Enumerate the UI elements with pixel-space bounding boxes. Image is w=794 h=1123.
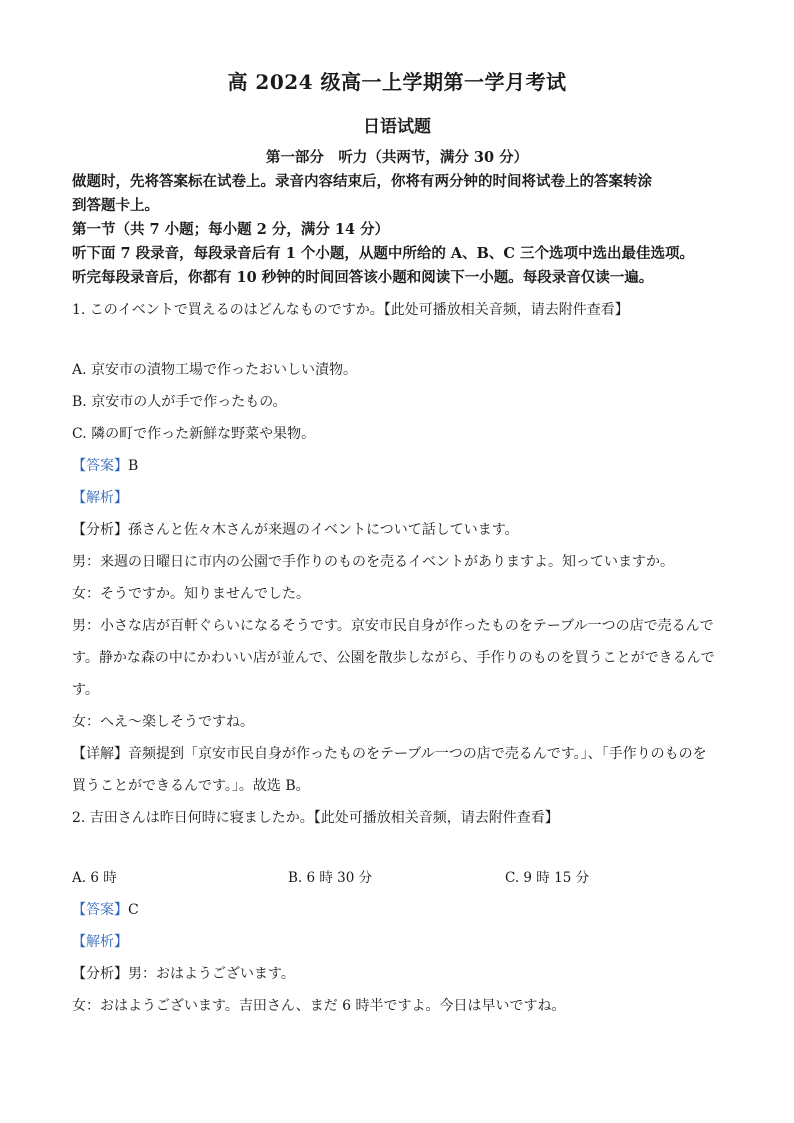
q1-dialogue-3a: 男：小さな店が百軒ぐらいになるそうです。京安市民自身が作ったものをテーブル一つの店で売るんで [72,618,714,634]
fenxi-tag: 【分析】 [72,522,128,538]
q1-fenxi [72,520,732,540]
question-2: 2. 吉田さんは昨日何時に寝ましたか。【此处可播放相关音频，请去附件查看】 [72,810,559,826]
answer-value: C [128,902,139,918]
q2-option-c: C. 9 時 15 分 [505,870,590,886]
fenxi-tag: 【分析】 [72,966,128,982]
q1-xiangjie-2: 買うことができるんです。」。故选 B。 [72,778,310,794]
instruction-line-2: 到答题卡上。 [72,197,159,214]
answer-value: B [128,458,139,474]
answer-tag: 【答案】 [72,458,128,474]
q2-option-a: A. 6 時 [72,870,117,886]
q1-answer [72,456,732,476]
q1-dialogue-2: 女：そうですか。知りませんでした。 [72,586,310,602]
answer-tag: 【答案】 [72,902,128,918]
q1-dialogue-1: 男：来週の日曜日に市内の公園で手作りのものを売るイベントがありますよ。知っていますか。 [72,554,674,570]
q1-xiangjie [72,744,732,764]
q1-dialogue-4: 女：へえ～楽しそうですね。 [72,714,254,730]
instruction-line-1: 做题时，先将答案标在试卷上。录音内容结束后，你将有两分钟的时间将试卷上的答案转涂 [72,173,652,190]
fenxi-text: 男：おはようございます。 [128,966,295,982]
instruction-line-4: 听完每段录音后，你都有 10 秒钟的时间回答该小题和阅读下一小题。每段录音仅读一遍。 [72,269,654,286]
q1-option-c: C. 隣の町で作った新鮮な野菜や果物。 [72,426,316,442]
exam-title: 高 2024 级高一上学期第一学月考试 [227,70,567,94]
xiangjie-tag: 【详解】 [72,746,128,762]
q2-fenxi [72,964,732,984]
question-1: 1. このイベントで買えるのはどんなものですか。【此处可播放相关音频，请去附件查看】 [72,302,629,318]
q2-dialogue-1: 女：おはようございます。吉田さん、まだ 6 時半ですよ。今日は早いですね。 [72,998,566,1014]
q2-analysis-tag: 【解析】 [72,934,128,950]
section-heading: 第一节（共 7 小题；每小题 2 分，满分 14 分） [72,221,390,238]
instruction-line-3: 听下面 7 段录音，每段录音后有 1 个小题，从题中所给的 A、B、C 三个选项中选出最佳选项。 [72,245,695,262]
q1-option-a: A. 京安市の漬物工場で作ったおいしい漬物。 [72,362,358,378]
q1-dialogue-3c: す。 [72,682,99,698]
part-heading: 第一部分 听力（共两节，满分 30 分） [265,149,529,166]
q1-analysis-tag: 【解析】 [72,490,128,506]
exam-subtitle: 日语试题 [363,117,431,137]
fenxi-text: 孫さんと佐々木さんが来週のイベントについて話しています。 [128,522,519,538]
xiangjie-text: 音频提到「京安市民自身が作ったものをテーブル一つの店で売るんです。」、「手作りのものを [128,746,707,762]
q2-option-b: B. 6 時 30 分 [288,870,373,886]
q1-option-b: B. 京安市の人が手で作ったもの。 [72,394,287,410]
q2-answer [72,900,732,920]
q1-dialogue-3b: す。静かな森の中にかわいい店が並んで、公園を散歩しながら、手作りのものを買うことができるんで [72,650,715,666]
